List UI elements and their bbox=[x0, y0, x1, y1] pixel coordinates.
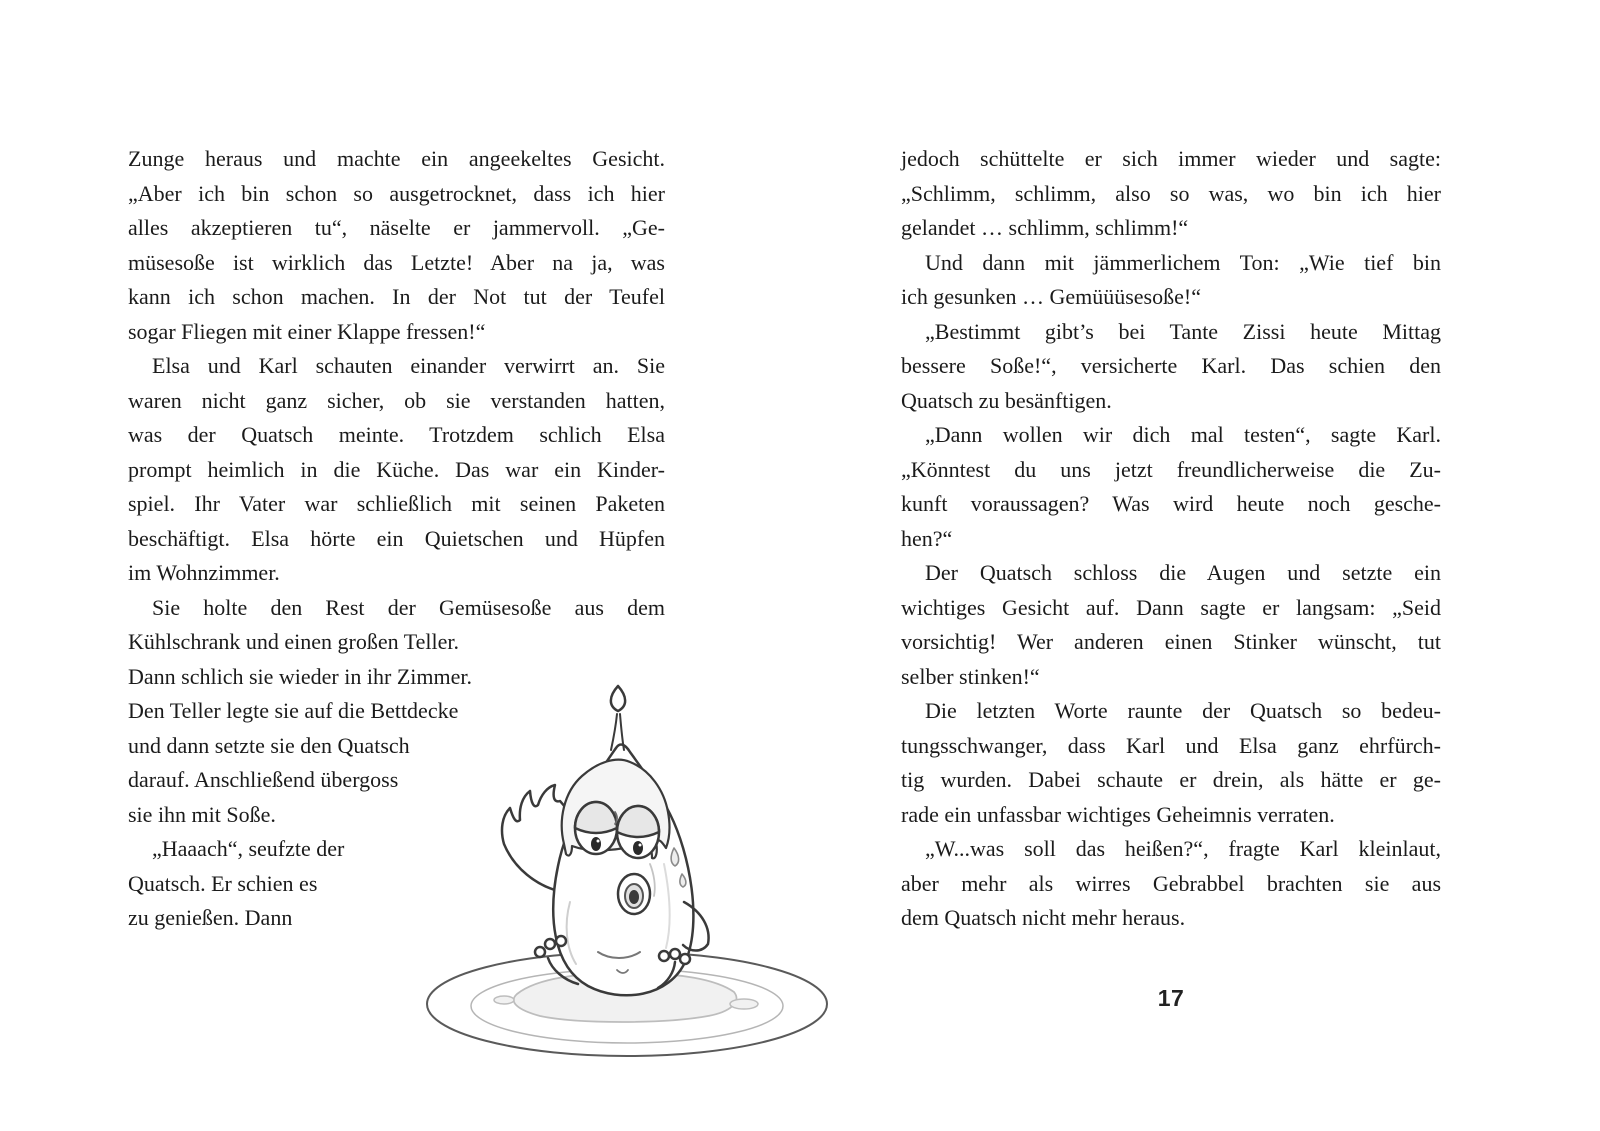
quatsch-drawing-icon bbox=[412, 652, 842, 1072]
text-line: Quatsch. Er schien es bbox=[128, 870, 318, 896]
text-line: wichtiges Gesicht auf. Dann sagte er langsam: „Seid bbox=[901, 594, 1441, 620]
text-line: hen?“ bbox=[901, 525, 953, 551]
text-line: Der Quatsch schloss die Augen und setzte ein bbox=[925, 560, 1441, 585]
text-line: Den Teller legte sie auf die Bettdecke bbox=[128, 698, 459, 723]
text-line: Quatsch zu besänftigen. bbox=[901, 387, 1112, 413]
text-line: „Bestimmt gibt’s bei Tante Zissi heute Mittag bbox=[925, 318, 1441, 344]
text-line: vorsichtig! Wer anderen einen Stinker wünscht, tut bbox=[901, 629, 1441, 654]
text-line: Zunge heraus und machte ein angeekeltes Gesicht. bbox=[128, 146, 665, 171]
text-line: Dann schlich sie wieder in ihr Zimmer. bbox=[128, 663, 472, 689]
text-line: rade ein unfassbar wichtiges Geheimnis verraten. bbox=[901, 801, 1335, 827]
text-line: Elsa und Karl schauten einander verwirrt an. Sie bbox=[152, 353, 665, 378]
text-line: sogar Fliegen mit einer Klappe fressen!“ bbox=[128, 318, 486, 344]
text-line: „Aber ich bin schon so ausgetrocknet, dass ich hier bbox=[128, 180, 665, 206]
text-line: und dann setzte sie den Quatsch bbox=[128, 732, 410, 758]
text-line: kann ich schon machen. In der Not tut der Teufel bbox=[128, 284, 665, 309]
text-line: alles akzeptieren tu“, näselte er jammervoll. „Ge- bbox=[128, 215, 665, 240]
text-line: kunft voraussagen? Was wird heute noch gesche- bbox=[901, 491, 1441, 516]
text-line: beschäftigt. Elsa hörte ein Quietschen und Hüpfen bbox=[128, 525, 665, 551]
text-line: jedoch schüttelte er sich immer wieder und sagte: bbox=[901, 146, 1441, 171]
text-line: selber stinken!“ bbox=[901, 663, 1040, 689]
text-line: tungsschwanger, dass Karl und Elsa ganz ehrfürch- bbox=[901, 732, 1441, 758]
text-line: ich gesunken … Gemüüüsesoße!“ bbox=[901, 284, 1201, 309]
text-line: „Dann wollen wir dich mal testen“, sagte Karl. bbox=[925, 422, 1441, 447]
text-line: gelandet … schlimm, schlimm!“ bbox=[901, 215, 1189, 240]
text-line: aber mehr als wirres Gebrabbel brachten sie aus bbox=[901, 870, 1441, 896]
page-number: 17 bbox=[1157, 985, 1185, 1011]
right-page-text bbox=[901, 142, 1441, 936]
text-line: müsesoße ist wirklich das Letzte! Aber na ja, was bbox=[128, 249, 665, 275]
quatsch-illustration bbox=[412, 652, 842, 1072]
text-line: Und dann mit jämmerlichem Ton: „Wie tief bin bbox=[925, 249, 1441, 275]
text-line: „Haaach“, seufzte der bbox=[152, 836, 345, 861]
text-line: darauf. Anschließend übergoss bbox=[128, 767, 399, 792]
text-line: „Könntest du uns jetzt freundlicherweise die Zu- bbox=[901, 456, 1441, 482]
text-line: im Wohnzimmer. bbox=[128, 560, 280, 585]
text-line: bessere Soße!“, versicherte Karl. Das schien den bbox=[901, 353, 1441, 378]
text-line: dem Quatsch nicht mehr heraus. bbox=[901, 905, 1186, 930]
text-line: „W...was soll das heißen?“, fragte Karl kleinlaut, bbox=[925, 836, 1441, 861]
text-line: tig wurden. Dabei schaute er drein, als hätte er ge- bbox=[901, 767, 1441, 792]
text-line: Die letzten Worte raunte der Quatsch so bedeu- bbox=[925, 698, 1441, 723]
text-line: „Schlimm, schlimm, also so was, wo bin ich hier bbox=[901, 180, 1441, 206]
text-line: waren nicht ganz sicher, ob sie verstanden hatten, bbox=[128, 387, 665, 413]
text-line: zu genießen. Dann bbox=[128, 905, 293, 930]
text-line: prompt heimlich in die Küche. Das war ein Kinder- bbox=[128, 456, 665, 482]
text-line: spiel. Ihr Vater war schließlich mit seinen Paketen bbox=[128, 491, 665, 516]
text-line: Sie holte den Rest der Gemüsesoße aus dem bbox=[152, 594, 665, 620]
text-line: was der Quatsch meinte. Trotzdem schlich Elsa bbox=[128, 422, 665, 447]
text-line: Kühlschrank und einen großen Teller. bbox=[128, 629, 460, 654]
text-line: sie ihn mit Soße. bbox=[128, 801, 276, 827]
